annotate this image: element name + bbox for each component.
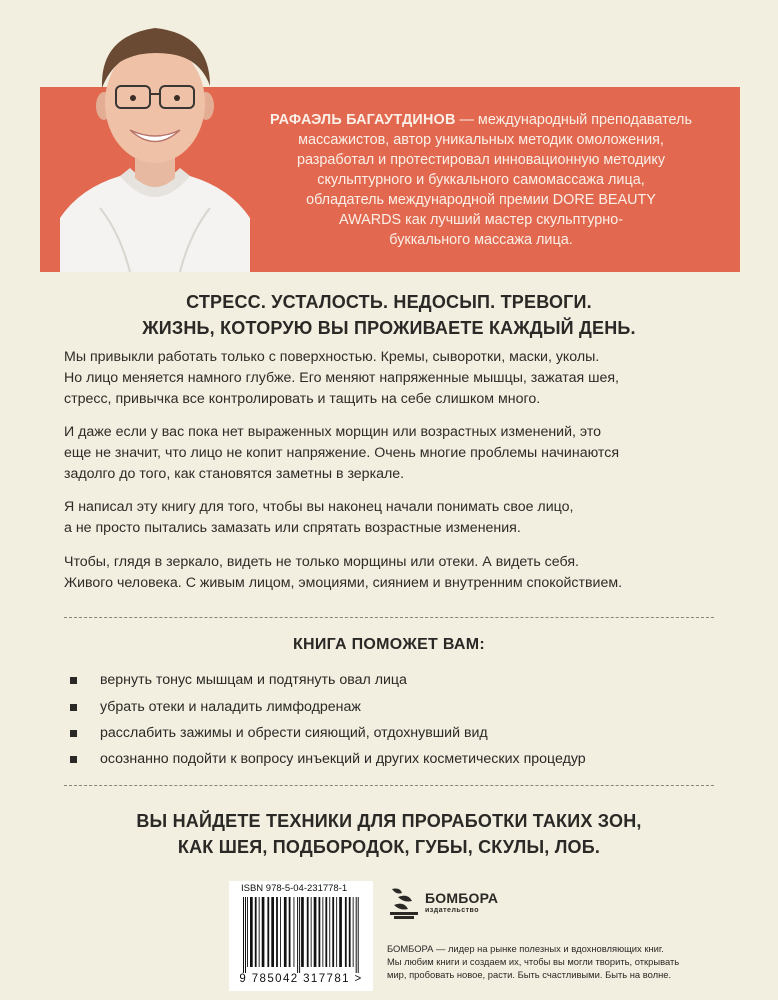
author-bio-line: AWARDS как лучший мастер скульптурно- (339, 212, 623, 228)
publisher-blurb-line: Мы любим книги и создаем их, чтобы вы могли творить, открывать (387, 956, 680, 967)
paragraph-line: Но лицо меняется намного глубже. Его меняют напряженные мышцы, зажатая шея, (64, 370, 619, 386)
benefit-item (70, 670, 730, 692)
benefit-text: осознанно подойти к вопросу инъекций и других косметических процедур (100, 751, 586, 767)
publisher-subtitle: издательство (425, 907, 479, 914)
bullet-icon (70, 704, 77, 711)
bullet-icon (70, 756, 77, 763)
paragraph-line: задолго до того, как становятся заметны в зеркале. (64, 466, 405, 482)
headline-bottom (30, 808, 748, 860)
headline-top (30, 289, 748, 341)
author-bio-line: обладатель международной премии DORE BEAUTY (306, 192, 656, 208)
author-name: РАФАЭЛЬ БАГАУТДИНОВ (270, 112, 456, 128)
bullet-icon (70, 677, 77, 684)
headline-top-line-1: СТРЕСС. УСТАЛОСТЬ. НЕДОСЫП. ТРЕВОГИ. (186, 292, 592, 312)
publisher-blurb-line: мир, пробовать новое, расти. Быть счастливыми. Быть на волне. (387, 969, 672, 980)
author-bio-line: буккального массажа лица. (389, 232, 573, 248)
paragraph-3 (64, 497, 734, 539)
author-bio-line: разработал и протестировал инновационную методику (296, 152, 666, 168)
publisher-name: БОМБОРА (425, 890, 499, 906)
divider (64, 785, 714, 786)
headline-bottom-line-1: ВЫ НАЙДЕТЕ ТЕХНИКИ ДЛЯ ПРОРАБОТКИ ТАКИХ ЗОН, (136, 811, 642, 831)
isbn-box (229, 881, 373, 991)
paragraph-1 (64, 347, 734, 410)
author-bio-line: массажистов, автор уникальных методик омоложения, (298, 132, 664, 148)
barcode-icon (241, 897, 363, 973)
paragraph-line: Мы привыкли работать только с поверхностью. Кремы, сыворотки, маски, уколы. (64, 349, 600, 365)
benefit-item (70, 723, 730, 745)
author-bio (246, 110, 716, 250)
benefit-text: вернуть тонус мышцам и подтянуть овал лица (100, 672, 407, 688)
publisher-blurb (387, 942, 747, 981)
paragraph-4 (64, 552, 734, 594)
benefit-text: убрать отеки и наладить лимфодренаж (100, 699, 361, 715)
paragraph-2 (64, 422, 734, 485)
benefit-text: расслабить зажимы и обрести сияющий, отдохнувший вид (100, 725, 488, 741)
paragraph-line: а не просто пытались замазать или спрятать возрастные изменения. (64, 520, 521, 536)
bullet-icon (70, 730, 77, 737)
paragraph-line: стресс, привычка все контролировать и тащить на себе слишком много. (64, 391, 541, 407)
publisher-logo-icon (386, 885, 422, 921)
author-bio-line: скульптурного и буккального самомассажа лица, (317, 172, 645, 188)
paragraph-line: И даже если у вас пока нет выраженных морщин или возрастных изменений, это (64, 424, 602, 440)
headline-bottom-line-2: КАК ШЕЯ, ПОДБОРОДОК, ГУБЫ, СКУЛЫ, ЛОБ. (177, 837, 601, 857)
benefit-item (70, 697, 730, 719)
isbn-label: ISBN 978-5-04-231778-1 (241, 883, 348, 894)
paragraph-line: Живого человека. С живым лицом, эмоциями, сиянием и внутренним спокойствием. (64, 575, 623, 591)
author-photo (60, 18, 250, 272)
benefits-title: КНИГА ПОМОЖЕТ ВАМ: (292, 636, 486, 653)
publisher-blurb-line: БОМБОРА — лидер на рынке полезных и вдохновляющих книг. (387, 943, 664, 954)
paragraph-line: Чтобы, глядя в зеркало, видеть не только морщины или отеки. А видеть себя. (64, 554, 579, 570)
isbn-digits: 9 785042 317781 > (239, 973, 363, 985)
divider (64, 617, 714, 618)
benefit-item (70, 749, 730, 771)
headline-top-line-2: ЖИЗНЬ, КОТОРУЮ ВЫ ПРОЖИВАЕТЕ КАЖДЫЙ ДЕНЬ. (142, 318, 636, 338)
author-bio-line: — международный преподаватель (455, 112, 692, 128)
paragraph-line: Я написал эту книгу для того, чтобы вы наконец начали понимать свое лицо, (64, 499, 574, 515)
paragraph-line: еще не значит, что лицо не копит напряжение. Очень многие проблемы начинаются (64, 445, 620, 461)
